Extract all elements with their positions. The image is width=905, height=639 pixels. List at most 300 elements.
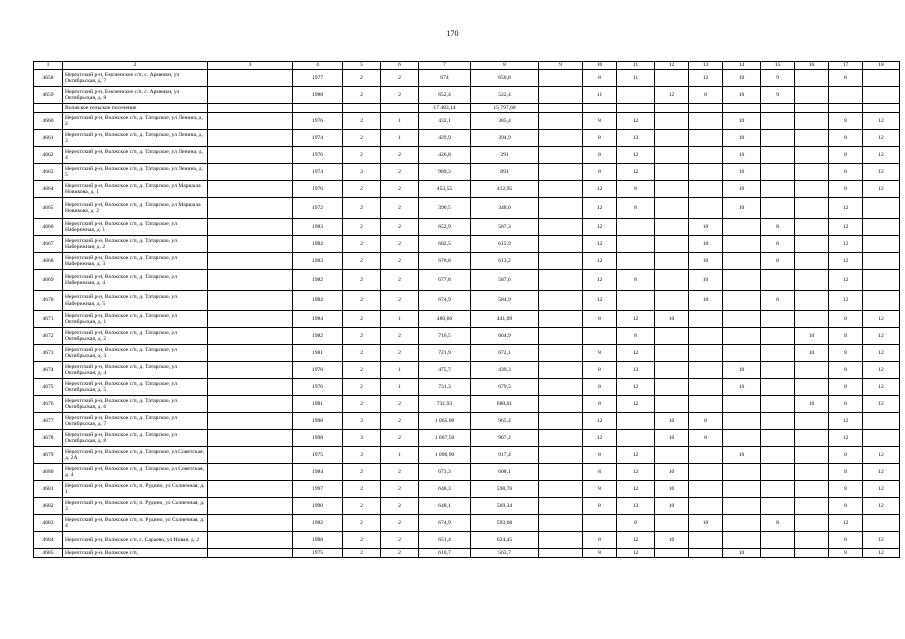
total-area-cell: 716,5: [419, 328, 471, 345]
cell-col14: [723, 532, 761, 549]
living-area-cell: 394,9: [471, 130, 539, 147]
row-number: 4673: [34, 345, 63, 362]
floors-cell: 2: [343, 549, 381, 558]
cell-col9: [539, 447, 583, 464]
floors-cell: 2: [343, 87, 381, 104]
cell-col3: [208, 447, 293, 464]
living-area-cell: 587,6: [471, 270, 539, 291]
cell-col15: 8: [761, 515, 795, 532]
cell-col3: [208, 532, 293, 549]
cell-col9: [539, 396, 583, 413]
floors-cell: 2: [343, 345, 381, 362]
year-cell: 1974: [293, 164, 343, 181]
total-area-cell: 673,3: [419, 464, 471, 481]
cell-col13: [689, 464, 723, 481]
cell-col16: [795, 219, 829, 236]
cell-col17: 8: [829, 130, 863, 147]
living-area-cell: 891: [471, 164, 539, 181]
cell-col15: [761, 345, 795, 362]
cell-col17: [829, 87, 863, 104]
cell-col14: [723, 345, 761, 362]
table-row: [34, 328, 900, 345]
address-cell: Нерехтский р-н, Волжское с/п, д. Татарское, ул Октябрьская, д. 2: [63, 328, 208, 345]
row-number: 4664: [34, 181, 63, 198]
total-area-cell: 651,4: [419, 532, 471, 549]
cell-col15: [761, 447, 795, 464]
cell-col17: 12: [829, 430, 863, 447]
cell-col9: [539, 70, 583, 87]
year-cell: 1974: [293, 130, 343, 147]
cell-col14: [723, 219, 761, 236]
cell-col17: 8: [829, 549, 863, 558]
cell-col3: [208, 328, 293, 345]
cell-col12: [655, 270, 689, 291]
living-area-cell: 650,8: [471, 70, 539, 87]
cell-col10: 12: [583, 219, 617, 236]
cell-col12: [655, 447, 689, 464]
cell-col12: [655, 147, 689, 164]
living-area-cell: 385,4: [471, 113, 539, 130]
cell-col17: 8: [829, 147, 863, 164]
cell-col3: [208, 515, 293, 532]
living-area-cell: 608,1: [471, 464, 539, 481]
cell-col14: [723, 498, 761, 515]
total-area-cell: 432,1: [419, 113, 471, 130]
cell-col14: 10: [723, 147, 761, 164]
cell-col14: 10: [723, 549, 761, 558]
living-area-cell: 624,45: [471, 532, 539, 549]
cell-col9: [539, 147, 583, 164]
cell-col14: [723, 396, 761, 413]
floors-cell: 3: [343, 447, 381, 464]
table-row: [34, 291, 900, 311]
cell-col18: [863, 515, 900, 532]
cell-col11: [617, 104, 655, 113]
cell-col18: [863, 236, 900, 253]
row-number: 4677: [34, 413, 63, 430]
cell-col10: 12: [583, 430, 617, 447]
living-area-cell: 391: [471, 147, 539, 164]
cell-col9: [539, 236, 583, 253]
cell-col17: 12: [829, 270, 863, 291]
cell-col12: 10: [655, 498, 689, 515]
cell-col9: [539, 362, 583, 379]
cell-col15: [761, 532, 795, 549]
cell-col13: 10: [689, 219, 723, 236]
cell-col12: 12: [655, 87, 689, 104]
row-number: 4667: [34, 236, 63, 253]
cell-col10: 8: [583, 549, 617, 558]
year-cell: 1983: [293, 219, 343, 236]
cell-col13: [689, 311, 723, 328]
cell-col12: [655, 236, 689, 253]
cell-col3: [208, 147, 293, 164]
row-number: 4663: [34, 164, 63, 181]
living-area-cell: 680,01: [471, 396, 539, 413]
cell-col11: 12: [617, 147, 655, 164]
living-area-cell: 587,3: [471, 219, 539, 236]
cell-col9: [539, 104, 583, 113]
column-number: 3: [208, 62, 293, 70]
column-number: 14: [723, 62, 761, 70]
cell-col9: [539, 311, 583, 328]
entrances-cell: 2: [381, 70, 419, 87]
floors-cell: 2: [343, 236, 381, 253]
cell-col14: [723, 291, 761, 311]
cell-col12: [655, 328, 689, 345]
cell-col13: 10: [689, 270, 723, 291]
cell-col16: [795, 70, 829, 87]
row-number: 4682: [34, 498, 63, 515]
cell-col11: 12: [617, 113, 655, 130]
entrances-cell: 2: [381, 549, 419, 558]
cell-col10: 8: [583, 147, 617, 164]
cell-col17: 8: [829, 379, 863, 396]
entrances-cell: 2: [381, 147, 419, 164]
entrances-cell: 2: [381, 87, 419, 104]
cell-col16: 10: [795, 345, 829, 362]
living-area-cell: 439,3: [471, 362, 539, 379]
entrances-cell: 2: [381, 498, 419, 515]
entrances-cell: 2: [381, 270, 419, 291]
row-number: 4675: [34, 379, 63, 396]
entrances-cell: 2: [381, 328, 419, 345]
column-number: 6: [381, 62, 419, 70]
address-cell: Нерехтский р-н, Волжское с/п, д. Татарское, ул Ленина, д. 5: [63, 164, 208, 181]
cell-col12: [655, 549, 689, 558]
cell-col13: [689, 328, 723, 345]
cell-col11: 12: [617, 464, 655, 481]
cell-col11: 12: [617, 481, 655, 498]
floors-cell: 2: [343, 379, 381, 396]
cell-col18: 12: [863, 396, 900, 413]
year-cell: 1982: [293, 291, 343, 311]
cell-col13: [689, 379, 723, 396]
cell-col10: 8: [583, 379, 617, 396]
cell-col15: [761, 130, 795, 147]
cell-col11: 12: [617, 164, 655, 181]
cell-col16: [795, 447, 829, 464]
cell-col13: [689, 164, 723, 181]
floors-cell: 2: [343, 147, 381, 164]
living-area-cell: 584,9: [471, 291, 539, 311]
cell-col3: [208, 311, 293, 328]
cell-col17: 8: [829, 181, 863, 198]
cell-col13: 10: [689, 236, 723, 253]
address-cell: Нерехтский р-н, Волжское с/п, д. Татарское, ул Маршала Новикова, д. 2: [63, 198, 208, 219]
cell-col15: [761, 430, 795, 447]
cell-col15: [761, 464, 795, 481]
cell-col11: 12: [617, 345, 655, 362]
cell-col17: 8: [829, 311, 863, 328]
cell-col10: 8: [583, 532, 617, 549]
cell-col17: 8: [829, 498, 863, 515]
floors-cell: [343, 104, 381, 113]
cell-col10: 8: [583, 396, 617, 413]
entrances-cell: 2: [381, 253, 419, 270]
cell-col17: 12: [829, 253, 863, 270]
cell-col14: [723, 236, 761, 253]
cell-col16: [795, 104, 829, 113]
cell-col12: [655, 70, 689, 87]
address-cell: Нерехтский р-н, Волжское с/п, д. Татарское, ул Набережная, д. 5: [63, 291, 208, 311]
cell-col9: [539, 270, 583, 291]
row-number: 4674: [34, 362, 63, 379]
cell-col12: [655, 291, 689, 311]
floors-cell: 2: [343, 311, 381, 328]
cell-col15: [761, 113, 795, 130]
column-number: 15: [761, 62, 795, 70]
cell-col9: [539, 549, 583, 558]
column-number-row: [34, 62, 900, 70]
row-number: 4671: [34, 311, 63, 328]
cell-col11: [617, 413, 655, 430]
row-number: 4666: [34, 219, 63, 236]
cell-col16: [795, 549, 829, 558]
address-cell: Нерехтский р-н, Волжское с/п, п. Рудино, ул Солнечная, д. 4: [63, 515, 208, 532]
cell-col12: [655, 113, 689, 130]
entrances-cell: 1: [381, 379, 419, 396]
cell-col13: 8: [689, 413, 723, 430]
address-cell: Нерехтский р-н, Волжское с/п, д. Татарское, ул Маршала Новикова, д. 1: [63, 181, 208, 198]
cell-col10: 8: [583, 345, 617, 362]
cell-col14: 10: [723, 181, 761, 198]
cell-col12: [655, 396, 689, 413]
cell-col13: 12: [689, 70, 723, 87]
total-area-cell: 731,3: [419, 379, 471, 396]
cell-col10: 11: [583, 87, 617, 104]
total-area-cell: 17 483,14: [419, 104, 471, 113]
cell-col17: 8: [829, 464, 863, 481]
row-number: 4665: [34, 198, 63, 219]
cell-col15: 9: [761, 70, 795, 87]
table-row: [34, 147, 900, 164]
address-cell: Нерехтский р-н, Волжское с/п, д. Татарское, ул Октябрьская, д. 8: [63, 430, 208, 447]
cell-col11: [617, 219, 655, 236]
year-cell: 1982: [293, 270, 343, 291]
floors-cell: 2: [343, 464, 381, 481]
cell-col3: [208, 362, 293, 379]
cell-col17: 8: [829, 70, 863, 87]
cell-col16: [795, 515, 829, 532]
cell-col16: [795, 532, 829, 549]
cell-col13: [689, 532, 723, 549]
cell-col15: [761, 498, 795, 515]
cell-col17: 8: [829, 447, 863, 464]
cell-col9: [539, 253, 583, 270]
year-cell: 1975: [293, 447, 343, 464]
cell-col14: [723, 413, 761, 430]
cell-col12: [655, 164, 689, 181]
address-cell: Нерехтский р-н, Волжское с/п, д. Татарское, ул Октябрьская, д. 6: [63, 396, 208, 413]
cell-col3: [208, 113, 293, 130]
cell-col3: [208, 87, 293, 104]
row-number: 4670: [34, 291, 63, 311]
year-cell: 1988: [293, 532, 343, 549]
cell-col15: [761, 270, 795, 291]
living-area-cell: 412,95: [471, 181, 539, 198]
entrances-cell: 2: [381, 198, 419, 219]
floors-cell: 2: [343, 198, 381, 219]
table-row: [34, 549, 900, 558]
table-row: [34, 379, 900, 396]
table-row: [34, 532, 900, 549]
cell-col18: 12: [863, 113, 900, 130]
table-row: [34, 87, 900, 104]
entrances-cell: 2: [381, 164, 419, 181]
year-cell: 1984: [293, 311, 343, 328]
row-number: 4661: [34, 130, 63, 147]
cell-col11: [617, 430, 655, 447]
cell-col17: 8: [829, 532, 863, 549]
entrances-cell: 2: [381, 345, 419, 362]
cell-col18: 12: [863, 328, 900, 345]
cell-col3: [208, 413, 293, 430]
address-cell: Волжское сельское поселение: [63, 104, 208, 113]
entrances-cell: 2: [381, 181, 419, 198]
cell-col16: [795, 291, 829, 311]
cell-col16: [795, 481, 829, 498]
cell-col11: [617, 87, 655, 104]
cell-col18: 12: [863, 311, 900, 328]
cell-col17: 8: [829, 362, 863, 379]
year-cell: 1997: [293, 481, 343, 498]
cell-col3: [208, 181, 293, 198]
cell-col13: [689, 147, 723, 164]
cell-col16: [795, 270, 829, 291]
cell-col14: [723, 481, 761, 498]
cell-col13: [689, 113, 723, 130]
entrances-cell: 2: [381, 481, 419, 498]
floors-cell: 2: [343, 328, 381, 345]
cell-col10: [583, 104, 617, 113]
cell-col10: 12: [583, 291, 617, 311]
cell-col12: [655, 130, 689, 147]
cell-col15: [761, 413, 795, 430]
cell-col13: 8: [689, 87, 723, 104]
cell-col12: 10: [655, 430, 689, 447]
living-area-cell: 917,4: [471, 447, 539, 464]
column-number: 4: [293, 62, 343, 70]
total-area-cell: 480,66: [419, 311, 471, 328]
floors-cell: 2: [343, 532, 381, 549]
living-area-cell: 615,9: [471, 236, 539, 253]
address-cell: Нерехтский р-н, Волжское с/п, д. Татарское, ул Советская, д. 4: [63, 464, 208, 481]
cell-col9: [539, 345, 583, 362]
row-number: 4662: [34, 147, 63, 164]
cell-col17: 12: [829, 413, 863, 430]
year-cell: 1984: [293, 464, 343, 481]
cell-col11: 8: [617, 515, 655, 532]
living-area-cell: 967,2: [471, 430, 539, 447]
total-area-cell: 674,9: [419, 291, 471, 311]
cell-col15: [761, 198, 795, 219]
entrances-cell: 1: [381, 362, 419, 379]
cell-col15: [761, 396, 795, 413]
address-cell: Нерехтский р-н, Волжское с/п, д. Татарское, ул Ленина, д. 4: [63, 147, 208, 164]
total-area-cell: 652,9: [419, 219, 471, 236]
cell-col16: 10: [795, 396, 829, 413]
cell-col13: 8: [689, 430, 723, 447]
cell-col18: [863, 219, 900, 236]
cell-col3: [208, 498, 293, 515]
cell-col10: 8: [583, 130, 617, 147]
total-area-cell: 453,55: [419, 181, 471, 198]
address-cell: Нерехтский р-н, Волжское с/п,: [63, 549, 208, 558]
table-row: [34, 219, 900, 236]
column-number: 16: [795, 62, 829, 70]
cell-col9: [539, 130, 583, 147]
cell-col15: [761, 104, 795, 113]
row-number: 4672: [34, 328, 63, 345]
cell-col16: [795, 311, 829, 328]
cell-col16: [795, 253, 829, 270]
floors-cell: 3: [343, 413, 381, 430]
cell-col18: 12: [863, 447, 900, 464]
cell-col12: [655, 219, 689, 236]
cell-col13: [689, 130, 723, 147]
cell-col11: [617, 291, 655, 311]
cell-col18: 12: [863, 164, 900, 181]
year-cell: 1982: [293, 515, 343, 532]
cell-col11: [617, 236, 655, 253]
row-number: 4681: [34, 481, 63, 498]
cell-col16: [795, 130, 829, 147]
address-cell: Нерехтский р-н, Волжское с/п, д. Татарское, ул Октябрьская, д. 5: [63, 379, 208, 396]
total-area-cell: 390,5: [419, 198, 471, 219]
cell-col3: [208, 104, 293, 113]
cell-col3: [208, 236, 293, 253]
living-area-cell: 672,1: [471, 345, 539, 362]
cell-col14: 10: [723, 447, 761, 464]
cell-col17: 8: [829, 345, 863, 362]
row-number: 4669: [34, 270, 63, 291]
column-number: 1: [34, 62, 63, 70]
address-cell: Нерехтский р-н, Волжское с/п, д. Татарское, ул Советская, д. 2А: [63, 447, 208, 464]
cell-col17: 12: [829, 291, 863, 311]
cell-col14: [723, 328, 761, 345]
entrances-cell: 2: [381, 532, 419, 549]
address-cell: Нерехтский р-н, Волжское с/п, д. Татарское, ул Набережная, д. 4: [63, 270, 208, 291]
living-area-cell: 613,2: [471, 253, 539, 270]
cell-col11: 11: [617, 70, 655, 87]
table-row: [34, 198, 900, 219]
table-row: [34, 413, 900, 430]
cell-col17: 12: [829, 515, 863, 532]
cell-col12: [655, 253, 689, 270]
floors-cell: 2: [343, 396, 381, 413]
cell-col14: 10: [723, 113, 761, 130]
cell-col18: [863, 291, 900, 311]
row-number: 4678: [34, 430, 63, 447]
cell-col17: 8: [829, 481, 863, 498]
cell-col16: [795, 379, 829, 396]
cell-col13: 10: [689, 515, 723, 532]
entrances-cell: 2: [381, 219, 419, 236]
cell-col9: [539, 328, 583, 345]
cell-col3: [208, 481, 293, 498]
living-area-cell: 965,4: [471, 413, 539, 430]
cell-col10: 12: [583, 181, 617, 198]
cell-col14: [723, 515, 761, 532]
floors-cell: 2: [343, 113, 381, 130]
cell-col9: [539, 532, 583, 549]
entrances-cell: 1: [381, 113, 419, 130]
address-cell: Нерехтский р-н, Волжское с/п, п. Рудино, ул Солнечная, д. 3: [63, 498, 208, 515]
cell-col10: 12: [583, 270, 617, 291]
cell-col16: [795, 113, 829, 130]
floors-cell: 2: [343, 253, 381, 270]
